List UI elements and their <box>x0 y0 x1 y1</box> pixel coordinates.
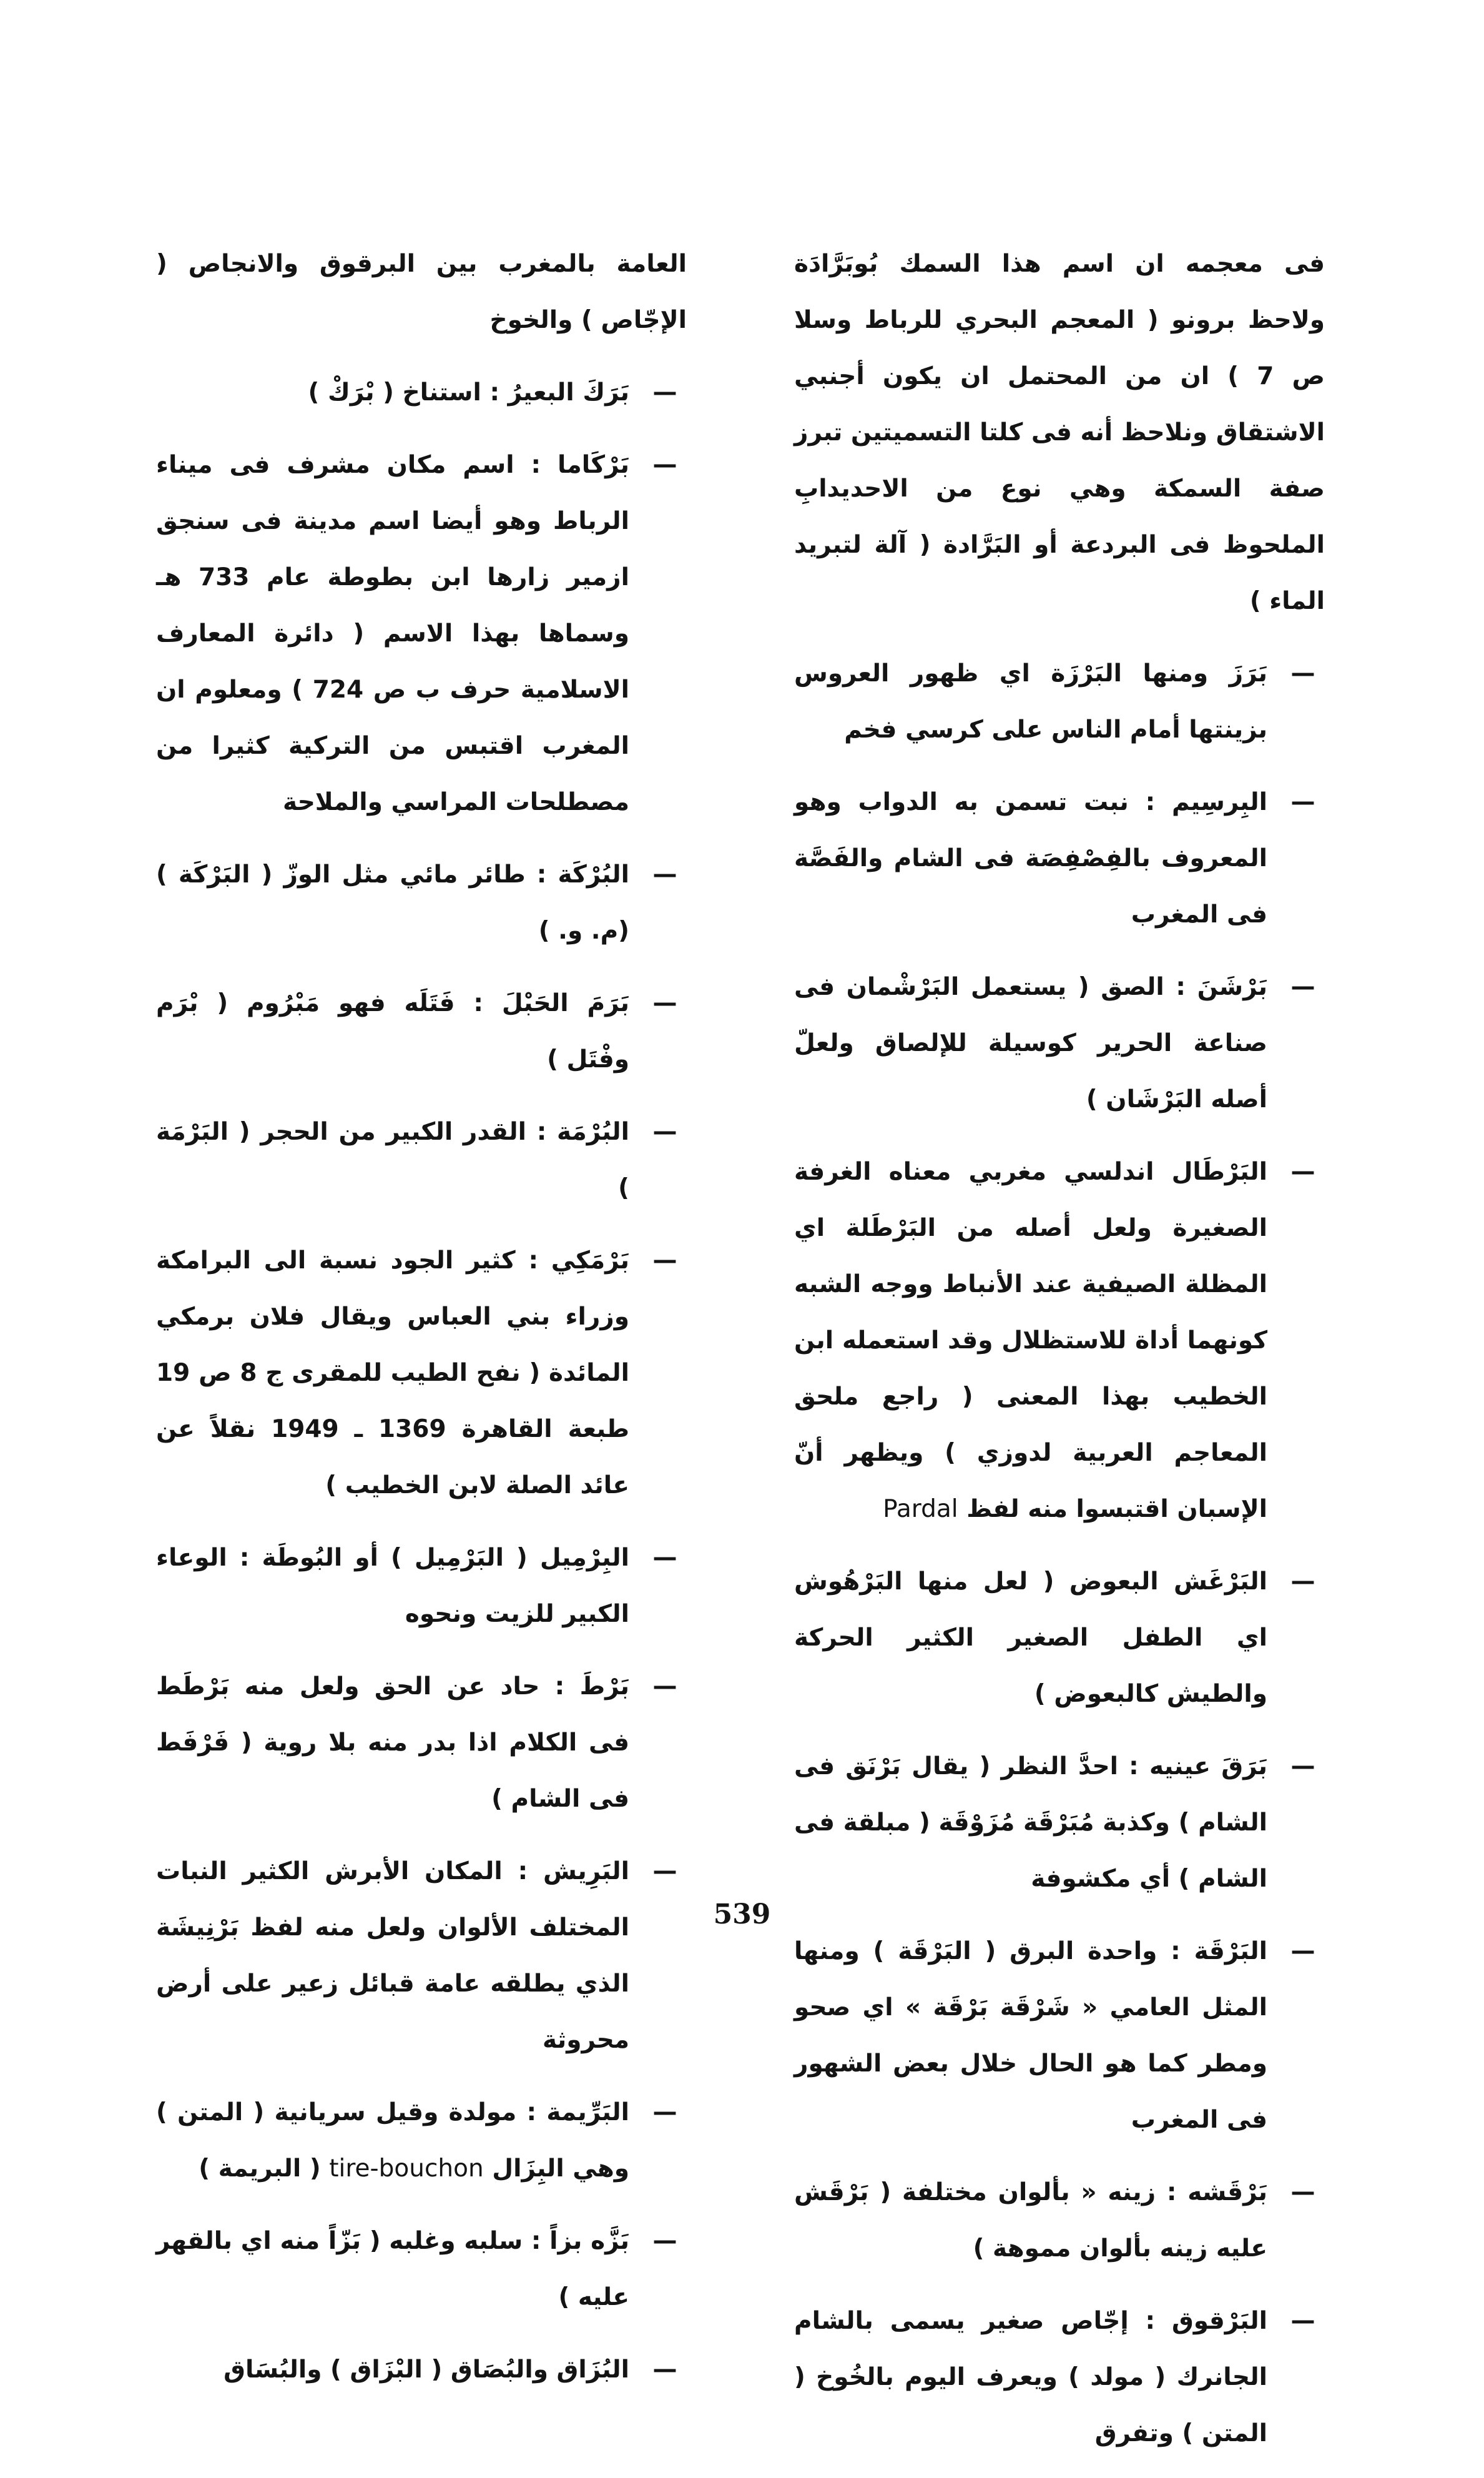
entry-text: بَرْمَكِي : كثير الجود نسبة الى البرامكة وزراء بني العباس ويقال فلان برمكي المائدة ( نفح الطيب للمقرى ج 8 ص 19 طبعة القاهرة 1369 ـ 1949 نقلاً عن عائد الصلة لابن الخطيب ) <box>156 1246 629 1499</box>
entry-dash: — <box>652 1544 677 1572</box>
entry-dash: — <box>1290 2178 1315 2206</box>
entry-dash: — <box>1290 1567 1315 1596</box>
entry <box>794 1739 1325 1907</box>
entry <box>156 1104 687 1217</box>
entry <box>794 1923 1325 2148</box>
entry-text: البِرسِيم : نبت تسمن به الدواب وهو المعروف بالفِصْفِصَة فى الشام والفَصَّة فى المغرب <box>794 788 1267 929</box>
entry-text: بَرْشَنَ : الصق ( يستعمل البَرْشْمان فى صناعة الحرير كوسيلة للإلصاق ولعلّ أصله البَرْشَان ) <box>794 973 1267 1113</box>
entry-dash: — <box>652 2227 677 2255</box>
entry-dash: — <box>1290 1752 1315 1780</box>
entry-text: بَرْطَ : حاد عن الحق ولعل منه بَرْطَط فى الكلام اذا بدر منه بلا روية ( فَرْفَط فى الشام ) <box>156 1672 629 1813</box>
entry-text: البَرْغَش البعوض ( لعل منها البَرْهُوش اي الطفل الصغير الكثير الحركة والطيش كالبعوض ) <box>794 1567 1267 1708</box>
entry-text: البَرْقَة : واحدة البرق ( البَرْقَة ) ومنها المثل العامي « شَرْقَة بَرْقَة » اي صحو ومطر كما هو الحال خلال بعض الشهور فى المغرب <box>794 1937 1267 2134</box>
entry-text: بَرْكَاما : اسم مكان مشرف فى ميناء الرباط وهو أيضا اسم مدينة فى سنجق ازمير زارها ابن بطوطة عام 733 هـ وسماها بهذا الاسم ( دائرة المعارف الاسلامية حرف ب ص 724 ) ومعلوم ان المغرب اقتبس من التركية كثيرا من مصطلحات المراسي والملاحة <box>156 451 629 816</box>
entry-text-after: ( البريمة ) <box>199 2155 321 2183</box>
entry-text: البُرْكَة : طائر مائي مثل الوزّ ( البَرْكَة ) (م. و. ) <box>156 861 629 945</box>
entry-text: فى معجمه ان اسم هذا السمك بُوبَرَّادَة ولاحظ برونو ( المعجم البحري للرباط وسلا ص 7 ) ان من المحتمل ان يكون أجنبي الاشتقاق ونلاحظ أنه فى كلتا التسميتين تبرز صفة السمكة وهي نوع من الاحديدابِ الملحوظ فى البردعة أو البَرَّادة ( آلة لتبريد الماء ) <box>794 250 1325 615</box>
entry-dash: — <box>1290 2307 1315 2335</box>
entry <box>156 1233 687 1514</box>
entry <box>794 959 1325 1128</box>
entry-dash: — <box>652 861 677 889</box>
entry <box>156 975 687 1088</box>
entry <box>156 1844 687 2068</box>
latin-term: tire-bouchon <box>329 2155 484 2183</box>
entry-text: البَرْطَال اندلسي مغربي معناه الغرفة الصغيرة ولعل أصله من البَرْطَلة اي المظلة الصيفية عند الأنباط ووجه الشبه كونهما أداة للاستظلال وقد استعمله ابن الخطيب بهذا المعنى ( راجع ملحق المعاجم العربية لدوزي ) ويظهر أنّ الإسبان اقتبسوا منه لفظ <box>794 1158 1267 1523</box>
right-column <box>794 236 1325 2478</box>
entry <box>156 2213 687 2326</box>
left-column <box>156 236 687 2414</box>
entry-dash: — <box>652 451 677 479</box>
entry <box>156 1659 687 1827</box>
entry <box>156 847 687 959</box>
entry-text: بَرْقَشه : زينه « بألوان مختلفة ( بَرْقَش عليه زينه بألوان مموهة ) <box>794 2178 1267 2263</box>
entry-dash: — <box>652 1857 677 1885</box>
entry-dash: — <box>1290 1158 1315 1186</box>
entry <box>794 2293 1325 2462</box>
entry-text: بَرَكَ البعيرُ : استناخ ( بْرَكْ ) <box>308 378 629 407</box>
page-number: 539 <box>713 1898 771 1930</box>
entry-dash: — <box>1290 788 1315 816</box>
entry-dash: — <box>1290 1937 1315 1965</box>
entry-continuation <box>794 236 1325 629</box>
entry-text: البُزَاق والبُصَاق ( البْزَاق ) والبُسَاق <box>224 2356 629 2384</box>
entry-text: بَرَقَ عينيه : احدَّ النظر ( يقال بَرْنَق فى الشام ) وكذبة مُبَرْقَة مُزَوْقَة ( مبلقة فى الشام ) أي مكشوفة <box>794 1752 1267 1893</box>
entry-text: البَرِيش : المكان الأبرش الكثير النبات المختلف الألوان ولعل منه لفظ بَرْنِيشَة الذي يطلقه عامة قبائل زعير على أرض محروثة <box>156 1857 629 2054</box>
entry <box>794 1554 1325 1722</box>
entry-text: البَرِّيمة : مولدة وقيل سريانية ( المتن ) وهي البِزَال <box>156 2098 629 2183</box>
latin-term: Pardal <box>883 1495 958 1523</box>
entry <box>156 437 687 831</box>
entry-dash: — <box>652 2356 677 2384</box>
entry <box>156 1530 687 1642</box>
entry-text: البَرْقوق : إجّاص صغير يسمى بالشام الجانرك ( مولد ) ويعرف اليوم بالخُوخ ( المتن ) وتفرق <box>794 2307 1267 2447</box>
entry-dash: — <box>652 378 677 407</box>
entry <box>794 646 1325 758</box>
entry-continuation <box>156 236 687 348</box>
entry <box>794 774 1325 943</box>
entry-dash: — <box>652 1246 677 1275</box>
entry <box>156 365 687 421</box>
entry-text: البُرْمَة : القدر الكبير من الحجر ( البَرْمَة ) <box>156 1118 629 1202</box>
entry <box>794 1144 1325 1538</box>
entry-dash: — <box>1290 659 1315 688</box>
entry-text: بَرَمَ الحَبْلَ : فَتَلَه فهو مَبْرُوم ( بْرَم وفْتَل ) <box>156 989 629 1074</box>
entry-dash: — <box>652 1672 677 1701</box>
entry-text: بَزَّه بزاً : سلبه وغلبه ( بَزّاً منه اي بالقهر عليه ) <box>156 2227 629 2311</box>
entry-dash: — <box>652 989 677 1017</box>
entry-text: البِرْمِيل ( البَرْمِيل ) أو البُوطَة : الوعاء الكبير للزيت ونحوه <box>156 1544 629 1628</box>
entry <box>156 2085 687 2197</box>
entry-dash: — <box>652 1118 677 1146</box>
entry <box>794 2165 1325 2277</box>
entry-text: بَرَزَ ومنها البَرْزَة اي ظهور العروس بزينتها أمام الناس على كرسي فخم <box>794 659 1267 744</box>
entry <box>156 2342 687 2398</box>
entry-dash: — <box>1290 973 1315 1001</box>
entry-dash: — <box>652 2098 677 2126</box>
entry-text: العامة بالمغرب بين البرقوق والانجاص ( الإجّاص ) والخوخ <box>156 250 687 334</box>
